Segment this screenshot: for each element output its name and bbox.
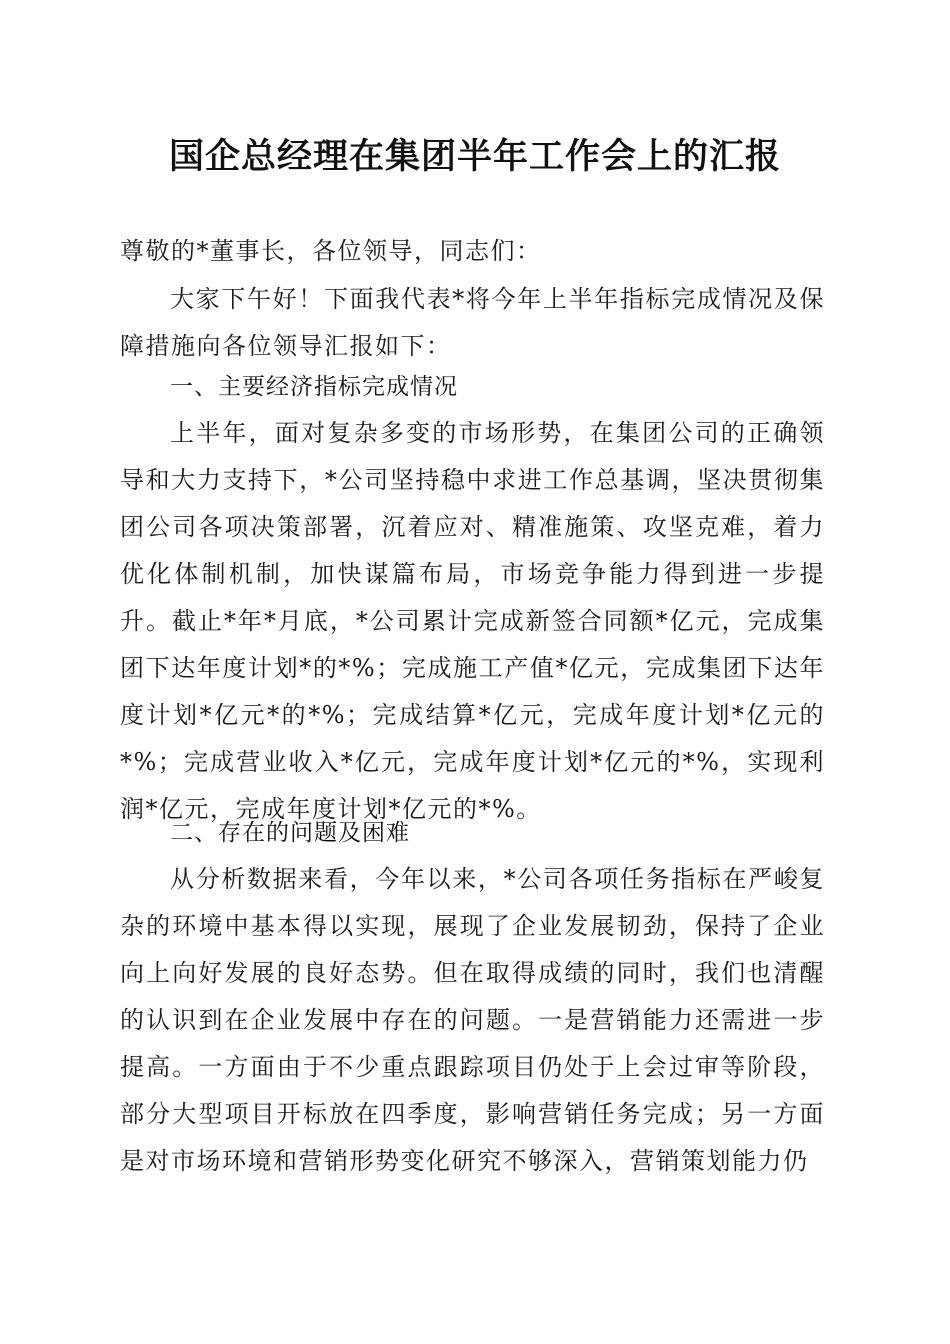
section-1-paragraph: 上半年，面对复杂多变的市场形势，在集团公司的正确领导和大力支持下，*公司坚持稳中求进工作总基调，坚决贯彻集团公司各项决策部署，沉着应对、精准施策、攻坚克难，着力优化体制机制，加快谋篇布局，市场竞争能力得到进一步提升。截止*年*月底，*公司累计完成新签合同额*亿元，完成集团下达年度计划*的*%；完成施工产值*亿元，完成集团下达年度计划*亿元*的*%；完成结算*亿元，完成年度计划*亿元的*%；完成营业收入*亿元，完成年度计划*亿元的*%，实现利润*亿元，完成年度计划*亿元的*%。 <box>120 419 825 823</box>
section-2-paragraph: 从分析数据来看，今年以来，*公司各项任务指标在严峻复杂的环境中基本得以实现，展现了企业发展韧劲，保持了企业向上向好发展的良好态势。但在取得成绩的同时，我们也清醒的认识到在企业发展中存在的问题。一是营销能力还需进一步提高。一方面由于不少重点跟踪项目仍处于上会过审等阶段，部分大型项目开标放在四季度，影响营销任务完成；另一方面是对市场环境和营销形势变化研究不够深入，营销策划能力仍 <box>120 865 825 1175</box>
salutation: 尊敬的*董事长，各位领导，同志们： <box>120 237 542 265</box>
intro-paragraph: 大家下午好！下面我代表*将今年上半年指标完成情况及保障措施向各位领导汇报如下： <box>120 285 825 360</box>
section-heading-1: 一、主要经济指标完成情况 <box>170 374 458 400</box>
section-heading-2: 二、存在的问题及困难 <box>170 820 410 846</box>
document-title: 国企总经理在集团半年工作会上的汇报 <box>168 136 781 177</box>
